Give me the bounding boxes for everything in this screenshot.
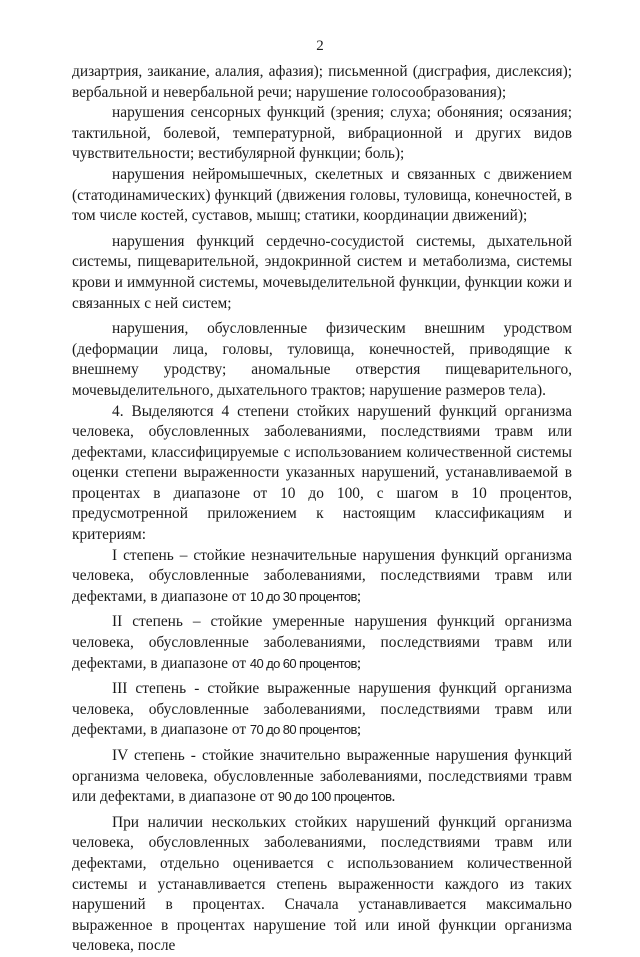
paragraph-speech-disorders: дизартрия, заикание, алалия, афазия); письменной (дисграфия, дислексия); вербальной и невербальной речи; нарушение голосообразования);	[72, 63, 572, 101]
paragraph-degree-1	[72, 546, 572, 608]
paragraph-multiple-disorders: При наличии нескольких стойких нарушений функций организма человека, обусловленных заболеваниями, последствиями травм или дефектами, отдельно оценивается с использованием количественной системы и устанавливается степень выраженности каждого из таких нарушений в процентах. Сначала устанавливается максимально выраженное в процентах нарушение той или иной функции организма человека, после	[72, 813, 572, 955]
paragraph-neuromuscular-functions: нарушения нейромышечных, скелетных и связанных с движением (статодинамических) функций (движения головы, туловища, конечностей, в том числе костей, суставов, мышц; статики, координации движений);	[72, 165, 572, 225]
document-body	[72, 62, 572, 957]
paragraph-physical-deformity: нарушения, обусловленные физическим внешним уродством (деформации лица, головы, туловища, конечностей, приводящие к внешнему уродству; аномальные отверстия пищеварительного, мочевыделительного, дыхательного трактов; нарушение размеров тела).	[72, 320, 572, 399]
degree-2-range: 40 до 60 процентов	[249, 655, 357, 671]
degree-1-text: I степень – стойкие незначительные нарушения функций организма человека, обусловленные заболеваниями, последствиями травм или дефектами, в диапазоне от	[72, 546, 572, 605]
degree-1-range: 10 до 30 процентов	[249, 588, 357, 604]
page-number: 2	[316, 38, 324, 54]
degree-4-end: .	[391, 788, 396, 806]
degree-3-range: 70 до 80 процентов	[249, 722, 357, 738]
paragraph-sensory-functions: нарушения сенсорных функций (зрения; слуха; обоняния; осязания; тактильной, болевой, температурной, вибрационной и других видов чувствительности; вестибулярной функции; боль);	[72, 104, 572, 163]
paragraph-section-4: 4. Выделяются 4 степени стойких нарушений функций организма человека, обусловленных заболеваниями, последствиями травм или дефектами, классифицируемые с использованием количественной системы оценки степени выраженности указанных нарушений, устанавливаемой в процентах в диапазоне от 10 до 100, с шагом в 10 процентов, предусмотренной приложением к настоящим классификациям и критериям:	[72, 402, 572, 544]
degree-4-range: 90 до 100 процентов	[277, 789, 392, 805]
degree-1-end: ;	[356, 587, 362, 605]
paragraph-internal-systems: нарушения функций сердечно-сосудистой системы, дыхательной системы, пищеварительной, эндокринной систем и метаболизма, системы крови и иммунной системы, мочевыделительной функции, функции кожи и связанных с ней систем;	[72, 232, 572, 312]
degree-4-text: IV степень - стойкие значительно выраженные нарушения функций организма человека, обусловленные заболеваниями, последствиями травм или дефектами, в диапазоне от	[72, 747, 572, 806]
degree-3-text: III степень - стойкие выраженные нарушения функций организма человека, обусловленные заболеваниями, последствиями травм или дефектами, в диапазоне от	[72, 680, 572, 739]
paragraph-degree-2	[72, 612, 572, 674]
degree-3-end: ;	[356, 721, 362, 739]
paragraph-degree-4	[72, 746, 572, 808]
degree-2-text: II степень – стойкие умеренные нарушения функций организма человека, обусловленные заболеваниями, последствиями травм или дефектами, в диапазоне от	[72, 613, 572, 672]
degree-2-end: ;	[356, 654, 362, 672]
paragraph-degree-3	[72, 679, 572, 741]
